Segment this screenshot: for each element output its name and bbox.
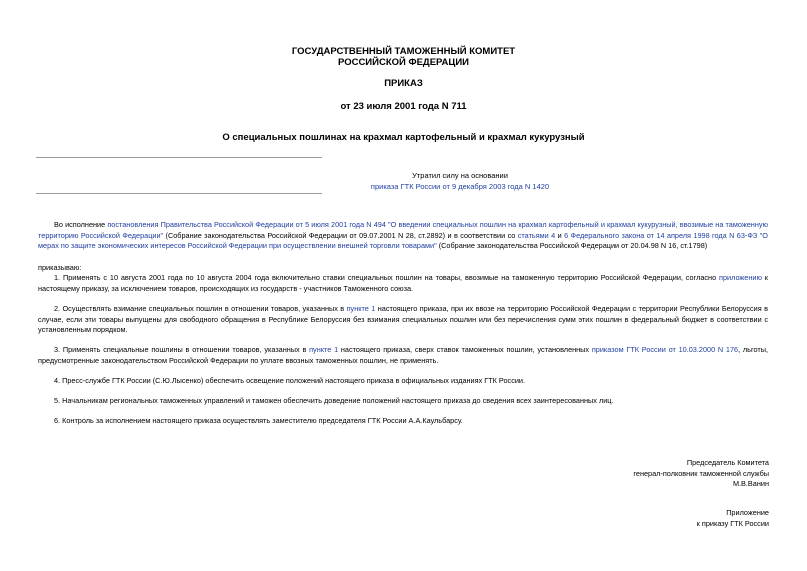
- signature-block: [519, 458, 769, 490]
- preamble-text-3: и: [555, 230, 565, 240]
- appendix-title: Приложение: [726, 508, 769, 517]
- item-2: [38, 304, 768, 336]
- preamble-text-4: (Собрание законодательства Российской Федерации от 20.04.98 N 16, ст.1798): [436, 241, 708, 250]
- item-2-text-b: настоящего приказа, при их ввозе на территорию Российской Федерации с территории Республики Белоруссия в случае, если эти товары выпущены для свободного обращения в Республике Белоруссия без взимания специальных пошлин или без перечисления сумм этих пошлин в федеральный бюджет в соответствии с установленным порядком.: [38, 304, 768, 334]
- preamble-text-1: Во исполнение: [54, 220, 108, 229]
- item-6: 6. Контроль за исполнением настоящего приказа осуществлять заместителю председателя ГТК России А.А.Каульбарсу.: [54, 416, 463, 425]
- gov-resolution-link[interactable]: постановления Правительства Российской Федерации от 5 июля 2001 года N 494 "О введении специальных пошлин на крахмал картофельный и крахмал кукурузный, ввозимые на таможенную территорию Российской Федерации": [38, 220, 768, 240]
- gtk-order-176-link[interactable]: приказом ГТК России от 10.03.2000 N 176: [591, 345, 739, 354]
- agency-line-1: ГОСУДАРСТВЕННЫЙ ТАМОЖЕННЫЙ КОМИТЕТ: [291, 46, 516, 57]
- appendix-caption: [519, 508, 769, 529]
- item-1-ref-link-2[interactable]: пункте 1: [309, 345, 339, 354]
- item-5: 5. Начальникам региональных таможенных управлений и таможен обеспечить доведение положений настоящего приказа до сведения всех заинтересованных лиц.: [54, 396, 614, 405]
- item-3-text-c: , льготы, предусмотренные законодательством Российской Федерации по уплате ввозных таможенных пошлин, не применять.: [38, 345, 768, 365]
- appendix-ref: к приказу ГТК России: [696, 518, 769, 528]
- signature-name: М.В.Ванин: [732, 479, 769, 488]
- doc-type: ПРИКАЗ: [384, 78, 423, 89]
- item-1-text-b: к настоящему приказу, за исключением товаров, происходящих из государств - участников Таможенного союза.: [38, 273, 768, 293]
- divider-top: [36, 157, 322, 158]
- order-word: приказываю:: [38, 263, 82, 272]
- agency-line-2: РОССИЙСКОЙ ФЕДЕРАЦИИ: [337, 57, 469, 68]
- item-3: [38, 345, 768, 366]
- item-2-text-a: 2. Осуществлять взимание специальных пошлин в отношении товаров, указанных в: [54, 304, 347, 313]
- signature-rank: генерал-полковник таможенной службы: [633, 468, 769, 478]
- agency-name: [0, 46, 807, 68]
- doc-title: О специальных пошлинах на крахмал картофельный и крахмал кукурузный: [222, 132, 585, 143]
- item-4: 4. Пресс-службе ГТК России (С.Ю.Лысенко) обеспечить освещение положений настоящего приказа в официальных изданиях ГТК России.: [54, 376, 526, 385]
- item-1-text-a: 1. Применять с 10 августа 2001 года по 10 августа 2004 года включительно ставки специальных пошлин на товары, ввозимые на таможенную территорию Российской Федерации, согласно: [54, 273, 720, 282]
- doc-date-number: от 23 июля 2001 года N 711: [340, 101, 467, 112]
- repeal-order-link[interactable]: приказа ГТК России от 9 декабря 2003 года N 1420: [370, 182, 550, 191]
- status-note-text: Утратил силу на основании: [412, 171, 508, 180]
- article-4-link[interactable]: статьями 4: [517, 230, 556, 240]
- federal-law-link[interactable]: 6 Федерального закона от 14 апреля 1998 года N 63-ФЗ "О мерах по защите экономических интересов Российской Федерации при осуществлении внешней торговли товарами": [38, 230, 768, 250]
- status-note: [300, 170, 620, 192]
- appendix-link[interactable]: приложению: [719, 273, 762, 282]
- preamble-paragraph: [38, 220, 768, 252]
- item-3-text-a: 3. Применять специальные пошлины в отношении товаров, указанных в: [54, 345, 310, 354]
- signature-title: Председатель Комитета: [686, 458, 769, 467]
- item-1: [38, 273, 768, 294]
- item-3-text-b: настоящего приказа, сверх ставок таможенных пошлин, установленных: [338, 345, 592, 354]
- divider-bottom: [36, 193, 322, 194]
- item-1-ref-link[interactable]: пункте 1: [346, 304, 376, 313]
- preamble-text-2: (Собрание законодательства Российской Федерации от 09.07.2001 N 28, ст.2892) и в соответствии со: [163, 230, 518, 240]
